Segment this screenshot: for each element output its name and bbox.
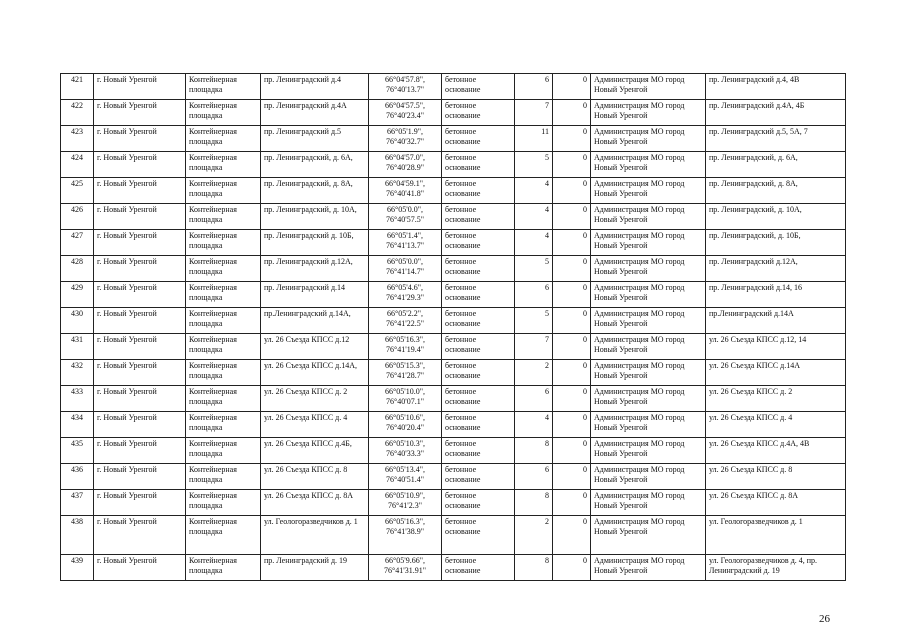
coordinates-cell: 66°05'0.0", 76°41'14.7" (369, 256, 442, 282)
container-count-cell: 4 (515, 412, 553, 438)
base-type-cell: бетонное основание (442, 438, 515, 464)
table-row (61, 490, 846, 516)
city-cell: г. Новый Уренгой (94, 438, 186, 464)
table-row (61, 74, 846, 100)
extra-count-cell: 0 (553, 256, 591, 282)
row-number: 431 (61, 334, 94, 360)
owner-cell: Администрация МО город Новый Уренгой (591, 438, 706, 464)
site-type-cell: Контейнерная площадка (186, 516, 261, 555)
row-number: 427 (61, 230, 94, 256)
site-type-cell: Контейнерная площадка (186, 386, 261, 412)
address-cell: пр. Ленинградский д.14 (261, 282, 369, 308)
served-objects-cell: пр. Ленинградский, д. 10А, (706, 204, 846, 230)
city-cell: г. Новый Уренгой (94, 412, 186, 438)
city-cell: г. Новый Уренгой (94, 126, 186, 152)
city-cell: г. Новый Уренгой (94, 100, 186, 126)
container-count-cell: 6 (515, 386, 553, 412)
served-objects-cell: пр. Ленинградский, д. 10Б, (706, 230, 846, 256)
address-cell: ул. 26 Съезда КПСС д. 8 (261, 464, 369, 490)
extra-count-cell: 0 (553, 490, 591, 516)
extra-count-cell: 0 (553, 308, 591, 334)
row-number: 421 (61, 74, 94, 100)
table-row (61, 126, 846, 152)
coordinates-cell: 66°05'1.4", 76°41'13.7" (369, 230, 442, 256)
extra-count-cell: 0 (553, 360, 591, 386)
served-objects-cell: пр. Ленинградский д.4А, 4Б (706, 100, 846, 126)
site-type-cell: Контейнерная площадка (186, 308, 261, 334)
city-cell: г. Новый Уренгой (94, 360, 186, 386)
address-cell: ул. 26 Съезда КПСС д.4Б, (261, 438, 369, 464)
coordinates-cell: 66°04'57.0", 76°40'28.9" (369, 152, 442, 178)
container-count-cell: 7 (515, 100, 553, 126)
site-type-cell: Контейнерная площадка (186, 464, 261, 490)
base-type-cell: бетонное основание (442, 178, 515, 204)
served-objects-cell: ул. 26 Съезда КПСС д. 8А (706, 490, 846, 516)
served-objects-cell: ул. 26 Съезда КПСС д.4А, 4В (706, 438, 846, 464)
container-count-cell: 5 (515, 256, 553, 282)
row-number: 426 (61, 204, 94, 230)
container-count-cell: 4 (515, 230, 553, 256)
container-count-cell: 8 (515, 490, 553, 516)
row-number: 438 (61, 516, 94, 555)
container-count-cell: 6 (515, 282, 553, 308)
extra-count-cell: 0 (553, 386, 591, 412)
extra-count-cell: 0 (553, 230, 591, 256)
site-type-cell: Контейнерная площадка (186, 74, 261, 100)
registry-table (60, 73, 846, 581)
coordinates-cell: 66°05'13.4", 76°40'51.4" (369, 464, 442, 490)
row-number: 422 (61, 100, 94, 126)
address-cell: пр. Ленинградский, д. 8А, (261, 178, 369, 204)
base-type-cell: бетонное основание (442, 152, 515, 178)
served-objects-cell: пр. Ленинградский д.12А, (706, 256, 846, 282)
base-type-cell: бетонное основание (442, 412, 515, 438)
site-type-cell: Контейнерная площадка (186, 555, 261, 581)
city-cell: г. Новый Уренгой (94, 555, 186, 581)
row-number: 436 (61, 464, 94, 490)
coordinates-cell: 66°04'57.8", 76°40'13.7" (369, 74, 442, 100)
table-row (61, 204, 846, 230)
table-row (61, 412, 846, 438)
base-type-cell: бетонное основание (442, 282, 515, 308)
owner-cell: Администрация МО город Новый Уренгой (591, 412, 706, 438)
table-row (61, 178, 846, 204)
coordinates-cell: 66°05'10.0", 76°40'07.1" (369, 386, 442, 412)
address-cell: пр. Ленинградский д.5 (261, 126, 369, 152)
city-cell: г. Новый Уренгой (94, 152, 186, 178)
base-type-cell: бетонное основание (442, 126, 515, 152)
container-count-cell: 4 (515, 178, 553, 204)
site-type-cell: Контейнерная площадка (186, 412, 261, 438)
address-cell: пр. Ленинградский д.4А (261, 100, 369, 126)
coordinates-cell: 66°05'4.6", 76°41'29.3" (369, 282, 442, 308)
owner-cell: Администрация МО город Новый Уренгой (591, 126, 706, 152)
extra-count-cell: 0 (553, 412, 591, 438)
owner-cell: Администрация МО город Новый Уренгой (591, 516, 706, 555)
table-row (61, 464, 846, 490)
owner-cell: Администрация МО город Новый Уренгой (591, 256, 706, 282)
row-number: 433 (61, 386, 94, 412)
row-number: 435 (61, 438, 94, 464)
city-cell: г. Новый Уренгой (94, 74, 186, 100)
coordinates-cell: 66°05'16.3", 76°41'19.4" (369, 334, 442, 360)
city-cell: г. Новый Уренгой (94, 230, 186, 256)
page-number: 26 (819, 613, 830, 625)
site-type-cell: Контейнерная площадка (186, 282, 261, 308)
site-type-cell: Контейнерная площадка (186, 126, 261, 152)
city-cell: г. Новый Уренгой (94, 256, 186, 282)
city-cell: г. Новый Уренгой (94, 334, 186, 360)
site-type-cell: Контейнерная площадка (186, 490, 261, 516)
served-objects-cell: ул. 26 Съезда КПСС д. 2 (706, 386, 846, 412)
served-objects-cell: ул. 26 Съезда КПСС д. 8 (706, 464, 846, 490)
site-type-cell: Контейнерная площадка (186, 438, 261, 464)
owner-cell: Администрация МО город Новый Уренгой (591, 360, 706, 386)
table-row (61, 438, 846, 464)
city-cell: г. Новый Уренгой (94, 464, 186, 490)
owner-cell: Администрация МО город Новый Уренгой (591, 74, 706, 100)
extra-count-cell: 0 (553, 282, 591, 308)
extra-count-cell: 0 (553, 74, 591, 100)
base-type-cell: бетонное основание (442, 360, 515, 386)
extra-count-cell: 0 (553, 334, 591, 360)
table-body (61, 74, 846, 581)
address-cell: пр. Ленинградский д.12А, (261, 256, 369, 282)
base-type-cell: бетонное основание (442, 334, 515, 360)
container-count-cell: 6 (515, 74, 553, 100)
site-type-cell: Контейнерная площадка (186, 100, 261, 126)
container-count-cell: 11 (515, 126, 553, 152)
site-type-cell: Контейнерная площадка (186, 152, 261, 178)
coordinates-cell: 66°05'16.3", 76°41'38.9" (369, 516, 442, 555)
owner-cell: Администрация МО город Новый Уренгой (591, 204, 706, 230)
container-count-cell: 8 (515, 438, 553, 464)
base-type-cell: бетонное основание (442, 490, 515, 516)
base-type-cell: бетонное основание (442, 555, 515, 581)
coordinates-cell: 66°05'1.9", 76°40'32.7" (369, 126, 442, 152)
coordinates-cell: 66°05'9.66", 76°41'31.91" (369, 555, 442, 581)
site-type-cell: Контейнерная площадка (186, 178, 261, 204)
base-type-cell: бетонное основание (442, 386, 515, 412)
address-cell: пр. Ленинградский, д. 6А, (261, 152, 369, 178)
address-cell: ул. 26 Съезда КПСС д. 2 (261, 386, 369, 412)
extra-count-cell: 0 (553, 204, 591, 230)
coordinates-cell: 66°05'10.9", 76°41'2.3" (369, 490, 442, 516)
coordinates-cell: 66°05'2.2", 76°41'22.5" (369, 308, 442, 334)
coordinates-cell: 66°04'59.1", 76°40'41.8" (369, 178, 442, 204)
table-row (61, 516, 846, 555)
container-count-cell: 5 (515, 152, 553, 178)
container-count-cell: 2 (515, 360, 553, 386)
extra-count-cell: 0 (553, 464, 591, 490)
served-objects-cell: ул. 26 Съезда КПСС д. 4 (706, 412, 846, 438)
served-objects-cell: пр. Ленинградский, д. 8А, (706, 178, 846, 204)
coordinates-cell: 66°05'10.3", 76°40'33.3" (369, 438, 442, 464)
row-number: 434 (61, 412, 94, 438)
row-number: 439 (61, 555, 94, 581)
table-row (61, 256, 846, 282)
served-objects-cell: пр. Ленинградский д.5, 5А, 7 (706, 126, 846, 152)
coordinates-cell: 66°05'0.0", 76°40'57.5" (369, 204, 442, 230)
address-cell: пр. Ленинградский д.4 (261, 74, 369, 100)
address-cell: ул. Геологоразведчиков д. 1 (261, 516, 369, 555)
coordinates-cell: 66°04'57.5", 76°40'23.4" (369, 100, 442, 126)
row-number: 425 (61, 178, 94, 204)
address-cell: пр. Ленинградский, д. 10А, (261, 204, 369, 230)
site-type-cell: Контейнерная площадка (186, 204, 261, 230)
base-type-cell: бетонное основание (442, 256, 515, 282)
base-type-cell: бетонное основание (442, 464, 515, 490)
row-number: 428 (61, 256, 94, 282)
owner-cell: Администрация МО город Новый Уренгой (591, 334, 706, 360)
base-type-cell: бетонное основание (442, 100, 515, 126)
container-count-cell: 2 (515, 516, 553, 555)
owner-cell: Администрация МО город Новый Уренгой (591, 464, 706, 490)
table-row (61, 100, 846, 126)
address-cell: ул. 26 Съезда КПСС д.12 (261, 334, 369, 360)
site-type-cell: Контейнерная площадка (186, 334, 261, 360)
extra-count-cell: 0 (553, 516, 591, 555)
city-cell: г. Новый Уренгой (94, 386, 186, 412)
extra-count-cell: 0 (553, 100, 591, 126)
address-cell: пр.Ленинградский д.14А, (261, 308, 369, 334)
address-cell: пр. Ленинградский д. 10Б, (261, 230, 369, 256)
served-objects-cell: пр.Ленинградский д.14А (706, 308, 846, 334)
row-number: 432 (61, 360, 94, 386)
site-type-cell: Контейнерная площадка (186, 256, 261, 282)
city-cell: г. Новый Уренгой (94, 516, 186, 555)
coordinates-cell: 66°05'15.3", 76°41'28.7" (369, 360, 442, 386)
owner-cell: Администрация МО город Новый Уренгой (591, 308, 706, 334)
row-number: 424 (61, 152, 94, 178)
owner-cell: Администрация МО город Новый Уренгой (591, 152, 706, 178)
table-row (61, 308, 846, 334)
address-cell: ул. 26 Съезда КПСС д.14А, (261, 360, 369, 386)
owner-cell: Администрация МО город Новый Уренгой (591, 282, 706, 308)
container-count-cell: 8 (515, 555, 553, 581)
coordinates-cell: 66°05'10.6", 76°40'20.4" (369, 412, 442, 438)
table-row (61, 334, 846, 360)
owner-cell: Администрация МО город Новый Уренгой (591, 230, 706, 256)
table-row (61, 555, 846, 581)
base-type-cell: бетонное основание (442, 516, 515, 555)
container-count-cell: 4 (515, 204, 553, 230)
container-count-cell: 7 (515, 334, 553, 360)
base-type-cell: бетонное основание (442, 204, 515, 230)
city-cell: г. Новый Уренгой (94, 204, 186, 230)
city-cell: г. Новый Уренгой (94, 490, 186, 516)
served-objects-cell: ул. 26 Съезда КПСС д.14А (706, 360, 846, 386)
owner-cell: Администрация МО город Новый Уренгой (591, 555, 706, 581)
served-objects-cell: ул. Геологоразведчиков д. 1 (706, 516, 846, 555)
extra-count-cell: 0 (553, 438, 591, 464)
table-row (61, 282, 846, 308)
address-cell: пр. Ленинградский д. 19 (261, 555, 369, 581)
table-row (61, 386, 846, 412)
extra-count-cell: 0 (553, 555, 591, 581)
row-number: 423 (61, 126, 94, 152)
table-row (61, 230, 846, 256)
city-cell: г. Новый Уренгой (94, 282, 186, 308)
table-row (61, 360, 846, 386)
served-objects-cell: ул. 26 Съезда КПСС д.12, 14 (706, 334, 846, 360)
container-count-cell: 5 (515, 308, 553, 334)
city-cell: г. Новый Уренгой (94, 308, 186, 334)
row-number: 437 (61, 490, 94, 516)
site-type-cell: Контейнерная площадка (186, 230, 261, 256)
address-cell: ул. 26 Съезда КПСС д. 4 (261, 412, 369, 438)
owner-cell: Администрация МО город Новый Уренгой (591, 490, 706, 516)
extra-count-cell: 0 (553, 126, 591, 152)
row-number: 430 (61, 308, 94, 334)
container-count-cell: 6 (515, 464, 553, 490)
table-row (61, 152, 846, 178)
address-cell: ул. 26 Съезда КПСС д. 8А (261, 490, 369, 516)
extra-count-cell: 0 (553, 178, 591, 204)
extra-count-cell: 0 (553, 152, 591, 178)
row-number: 429 (61, 282, 94, 308)
base-type-cell: бетонное основание (442, 74, 515, 100)
base-type-cell: бетонное основание (442, 308, 515, 334)
base-type-cell: бетонное основание (442, 230, 515, 256)
owner-cell: Администрация МО город Новый Уренгой (591, 178, 706, 204)
served-objects-cell: ул. Геологоразведчиков д. 4, пр. Ленинградский д. 19 (706, 555, 846, 581)
city-cell: г. Новый Уренгой (94, 178, 186, 204)
served-objects-cell: пр. Ленинградский д.4, 4В (706, 74, 846, 100)
served-objects-cell: пр. Ленинградский, д. 6А, (706, 152, 846, 178)
site-type-cell: Контейнерная площадка (186, 360, 261, 386)
served-objects-cell: пр. Ленинградский д.14, 16 (706, 282, 846, 308)
owner-cell: Администрация МО город Новый Уренгой (591, 100, 706, 126)
owner-cell: Администрация МО город Новый Уренгой (591, 386, 706, 412)
